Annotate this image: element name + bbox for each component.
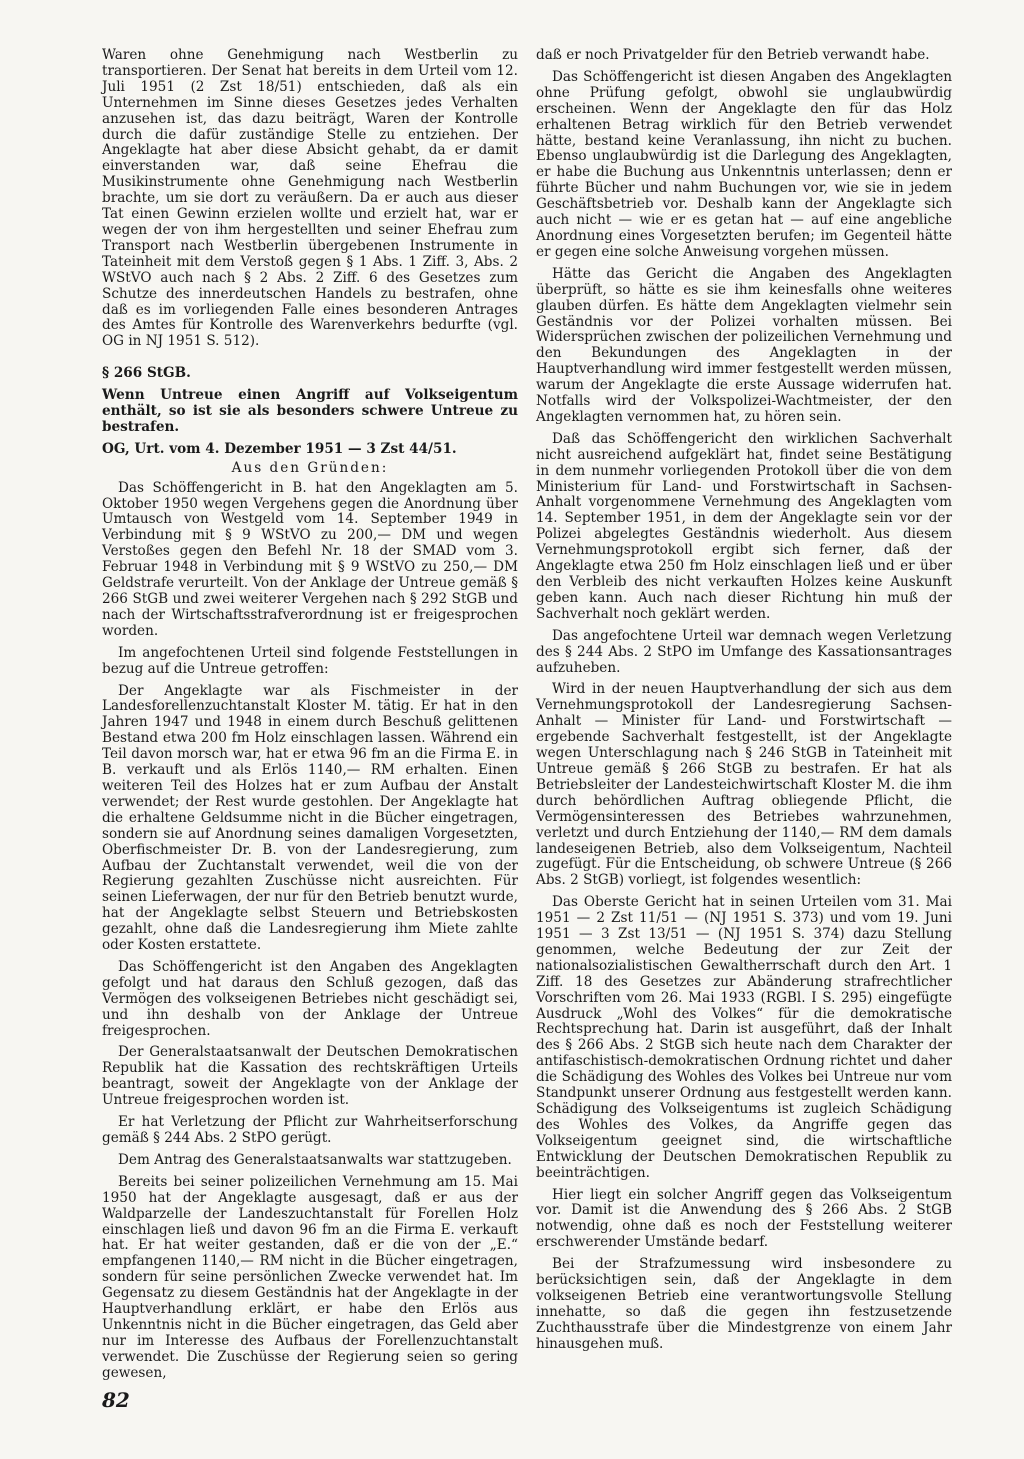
paragraph: Waren ohne Genehmigung nach Westberlin zu transportieren. Der Senat hat bereits in dem Urteil vom 12. Juli 1951 (2 Zst 18/51) entschieden, daß als ein Unternehmen im Sinne dieses Gesetzes jedes Verhalten anzusehen ist, das dazu beiträgt, Waren der Kontrolle durch die dafür zuständige Stelle zu entziehen. Der Angeklagte hat aber diese Absicht gehabt, da er damit einverstanden war, daß seine Ehefrau die Musikinstrumente ohne Genehmigung nach Westberlin brachte, um sie dort zu veräußern. Da er auch aus dieser Tat einen Gewinn erzielen wollte und erzielt hat, war er wegen der von ihm hergestellten und seiner Ehefrau zum Transport nach Westberlin übergebenen Instrumente in Tateinheit mit dem Verstoß gegen § 1 Abs. 1 Ziff. 3, Abs. 2 WStVO auch nach § 2 Abs. 2 Ziff. 6 des Gesetzes zum Schutze des innerdeutschen Handels zu bestrafen, ohne daß es im vorliegenden Falle eines besonderen Antrages des Amtes für Kontrolle des Warenverkehrs bedurfte (vgl. OG in NJ 1951 S. 512). — [102, 47, 518, 350]
paragraph: Bereits bei seiner polizeilichen Vernehmung am 15. Mai 1950 hat der Angeklagte ausgesagt, daß er aus der Waldparzelle der Landeszuchtanstalt für Forellen Holz einschlagen ließ und davon 96 fm an die Firma E. verkauft hat. Er hat weiter gestanden, daß er die von der „E.“ empfangenen 1140,— RM nicht in die Bücher eingetragen, sondern für seine persönlichen Zwecke verwendet hat. Im Gegensatz zu diesem Geständnis hat der Angeklagte in der Hauptverhandlung erklärt, er habe den Erlös aus Unkenntnis nicht in die Bücher eingetragen, das Geld aber nur im Interesse des Aufbaus der Forellenzuchtanstalt verwendet. Die Zuschüsse der Regierung seien so gering gewesen, — [102, 1173, 518, 1381]
case-reference: OG, Urt. vom 4. Dezember 1951 — 3 Zst 44/51. — [102, 440, 457, 457]
paragraph: Das Schöffengericht in B. hat den Angeklagten am 5. Oktober 1950 wegen Vergehens gegen die Anordnung über Umtausch von Westgeld vom 14. September 1949 in Verbindung mit § 9 WStVO zu 200,— DM und wegen Verstoßes gegen den Befehl Nr. 18 der SMAD vom 3. Februar 1948 in Verbindung mit § 9 WStVO zu 250,— DM Geldstrafe verurteilt. Von der Anklage der Untreue gemäß § 266 StGB und zwei weiterer Vergehen nach § 292 StGB und nach der Wirtschaftsstrafverordnung ist er freigesprochen worden. — [102, 479, 518, 639]
headnote: Wenn Untreue einen Angriff auf Volkseigentum enthält, so ist sie als besonders schwere Untreue zu bestrafen. — [102, 387, 518, 435]
paragraph: daß er noch Privatgelder für den Betrieb verwandt habe. — [536, 47, 930, 63]
paragraph: Wird in der neuen Hauptverhandlung der sich aus dem Vernehmungsprotokoll der Landesregierung Sachsen-Anhalt — Minister für Land- und Forstwirtschaft — ergebende Sachverhalt festgestellt, ist der Angeklagte wegen Unterschlagung nach § 246 StGB in Tateinheit mit Untreue gemäß § 266 StGB zu bestrafen. Er hat als Betriebsleiter der Landesteichwirtschaft Kloster M. die ihm durch behördlichen Auftrag obliegende Pflicht, die Vermögensinteressen des Betriebes wahrzunehmen, verletzt und durch Entziehung der 1140,— RM dem damals landeseigenen Betrieb, also dem Volkseigentum, Nachteil zugefügt. Für die Entscheidung, ob schwere Untreue (§ 266 Abs. 2 StGB) vorliegt, ist folgendes wesentlich: — [536, 681, 952, 889]
paragraph: Hier liegt ein solcher Angriff gegen das Volkseigentum vor. Damit ist die Anwendung des § 266 Abs. 2 StGB notwendig, ohne daß es noch der Feststellung weiterer erschwerender Umstände bedarf. — [536, 1186, 952, 1251]
paragraph: Dem Antrag des Generalstaatsanwalts war stattzugeben. — [118, 1151, 512, 1168]
section-heading: § 266 StGB. — [102, 365, 191, 382]
paragraph: Im angefochtenen Urteil sind folgende Feststellungen in bezug auf die Untreue getroffen: — [102, 644, 518, 677]
paragraph: Daß das Schöffengericht den wirklichen Sachverhalt nicht ausreichend aufgeklärt hat, findet seine Bestätigung in dem nunmehr vorliegenden Protokoll über die von dem Ministerium für Land- und Forstwirtschaft in Sachsen-Anhalt vorgenommene Vernehmung des Angeklagten vom 14. September 1951, in dem der Angeklagte sein vor der Polizei abgelegtes Geständnis wiederholt. Aus diesem Vernehmungsprotokoll ergibt sich ferner, daß der Angeklagte etwa 250 fm Holz einschlagen ließ und er über den Verbleib des nicht verkauften Holzes keine Auskunft geben kann. Auch nach dieser Richtung hin muß der Sachverhalt noch geklärt werden. — [536, 430, 952, 622]
paragraph: Das Schöffengericht ist den Angaben des Angeklagten gefolgt und hat daraus den Schluß gezogen, daß das Vermögen des volkseigenen Betriebes nicht geschädigt sei, und ihn deshalb von der Anklage der Untreue freigesprochen. — [102, 958, 518, 1039]
subheading: Aus den Gründen: — [231, 459, 389, 476]
paragraph: Er hat Verletzung der Pflicht zur Wahrheitserforschung gemäß § 244 Abs. 2 StPO gerügt. — [102, 1114, 518, 1146]
left-column — [102, 48, 518, 1388]
paragraph: Das Schöffengericht ist diesen Angaben des Angeklagten ohne Prüfung gefolgt, obwohl sie unglaubwürdig erscheinen. Wenn der Angeklagte den für das Holz erhaltenen Betrag wirklich für den Betrieb verwendet hätte, bestand keine Veranlassung, ihn nicht zu buchen. Ebenso unglaubwürdig ist die Darlegung des Angeklagten, er habe die Buchung aus Unkenntnis unterlassen; denn er führte Bücher und nahm Buchungen vor, wie sie in jedem Geschäftsbetrieb vor. Deshalb kann der Angeklagte sich auch nicht — wie er es getan hat — auf eine angebliche Anordnung eines Vorgesetzten berufen; im Gegenteil hätte er gegen eine solche Anweisung vorgehen müssen. — [536, 68, 952, 260]
paragraph: Der Generalstaatsanwalt der Deutschen Demokratischen Republik hat die Kassation des rechtskräftigen Urteils beantragt, soweit der Angeklagte von der Anklage der Untreue freigesprochen worden ist. — [102, 1044, 518, 1109]
page-number: 82 — [102, 1388, 130, 1412]
paragraph: Der Angeklagte war als Fischmeister in der Landesforellenzuchtanstalt Kloster M. tätig. Er hat in den Jahren 1947 und 1948 in einem durch Beschuß gelittenen Bestand etwa 200 fm Holz einschlagen lassen. Während ein Teil davon morsch war, hat er etwa 96 fm an die Firma E. in B. verkauft und als Erlös 1140,— RM erhalten. Einen weiteren Teil des Holzes hat er zum Aufbau der Anstalt verwendet; der Rest wurde gestohlen. Der Angeklagte hat die erhaltene Geldsumme nicht in die Bücher eingetragen, sondern sie auf Anordnung seines damaligen Vorgesetzten, Oberfischmeister Dr. B. von der Landesregierung, zum Aufbau der Zuchtanstalt verwendet, weil die von der Regierung gezahlten Zuschüsse nicht ausreichten. Für seinen Lieferwagen, der nur für den Betrieb benutzt wurde, hat der Angeklagte selbst Steuern und Betriebskosten gezahlt, ohne daß die Landesregierung ihm Miete zahlte oder Kosten erstattete. — [102, 682, 518, 954]
paragraph: Bei der Strafzumessung wird insbesondere zu berücksichtigen sein, daß der Angeklagte in dem volkseigenen Betrieb eine verantwortungsvolle Stellung innehatte, so daß die gegen ihn festzusetzende Zuchthausstrafe über die Mindestgrenze von einem Jahr hinausgehen muß. — [536, 1256, 952, 1352]
paragraph: Hätte das Gericht die Angaben des Angeklagten überprüft, so hätte es sie ihm keinesfalls ohne weiteres glauben dürfen. Es hätte dem Angeklagten vielmehr sein Geständnis vor der Polizei vorhalten müssen. Bei Widersprüchen zwischen der polizeilichen Vernehmung und den Bekundungen des Angeklagten in der Hauptverhandlung wird immer festgestellt werden müssen, warum der Angeklagte die erste Aussage widerrufen hat. Notfalls wird der Volkspolizei-Wachtmeister, der den Angeklagten vernommen hat, zu hören sein. — [536, 265, 952, 425]
right-column — [536, 48, 952, 1359]
paragraph: Das Oberste Gericht hat in seinen Urteilen vom 31. Mai 1951 — 2 Zst 11/51 — (NJ 1951 S. 373) und vom 19. Juni 1951 — 3 Zst 13/51 — (NJ 1951 S. 374) dazu Stellung genommen, welche Bedeutung der zur Zeit der nationalsozialistischen Gewaltherrschaft durch den Art. 1 Ziff. 18 des Gesetzes zur Abänderung strafrechtlicher Vorschriften vom 26. Mai 1933 (RGBl. I S. 295) eingefügte Ausdruck „Wohl des Volkes“ für die demokratische Rechtsprechung hat. Darin ist ausgeführt, daß der Inhalt des § 266 Abs. 2 StGB sich heute nach dem Charakter der antifaschistisch-demokratischen Ordnung richtet und daher die Schädigung des Wohles des Volkes bei Untreue nur vom Standpunkt unserer Ordnung aus festgestellt werden kann. Schädigung des Volkseigentums ist zugleich Schädigung des Wohles des Volkes, da Angriffe gegen das Volkseigentum geeignet sind, die wirtschaftliche Entwicklung der Deutschen Demokratischen Republik zu beeinträchtigen. — [536, 894, 952, 1181]
paragraph: Das angefochtene Urteil war demnach wegen Verletzung des § 244 Abs. 2 StPO im Umfange des Kassationsantrages aufzuheben. — [536, 627, 952, 676]
